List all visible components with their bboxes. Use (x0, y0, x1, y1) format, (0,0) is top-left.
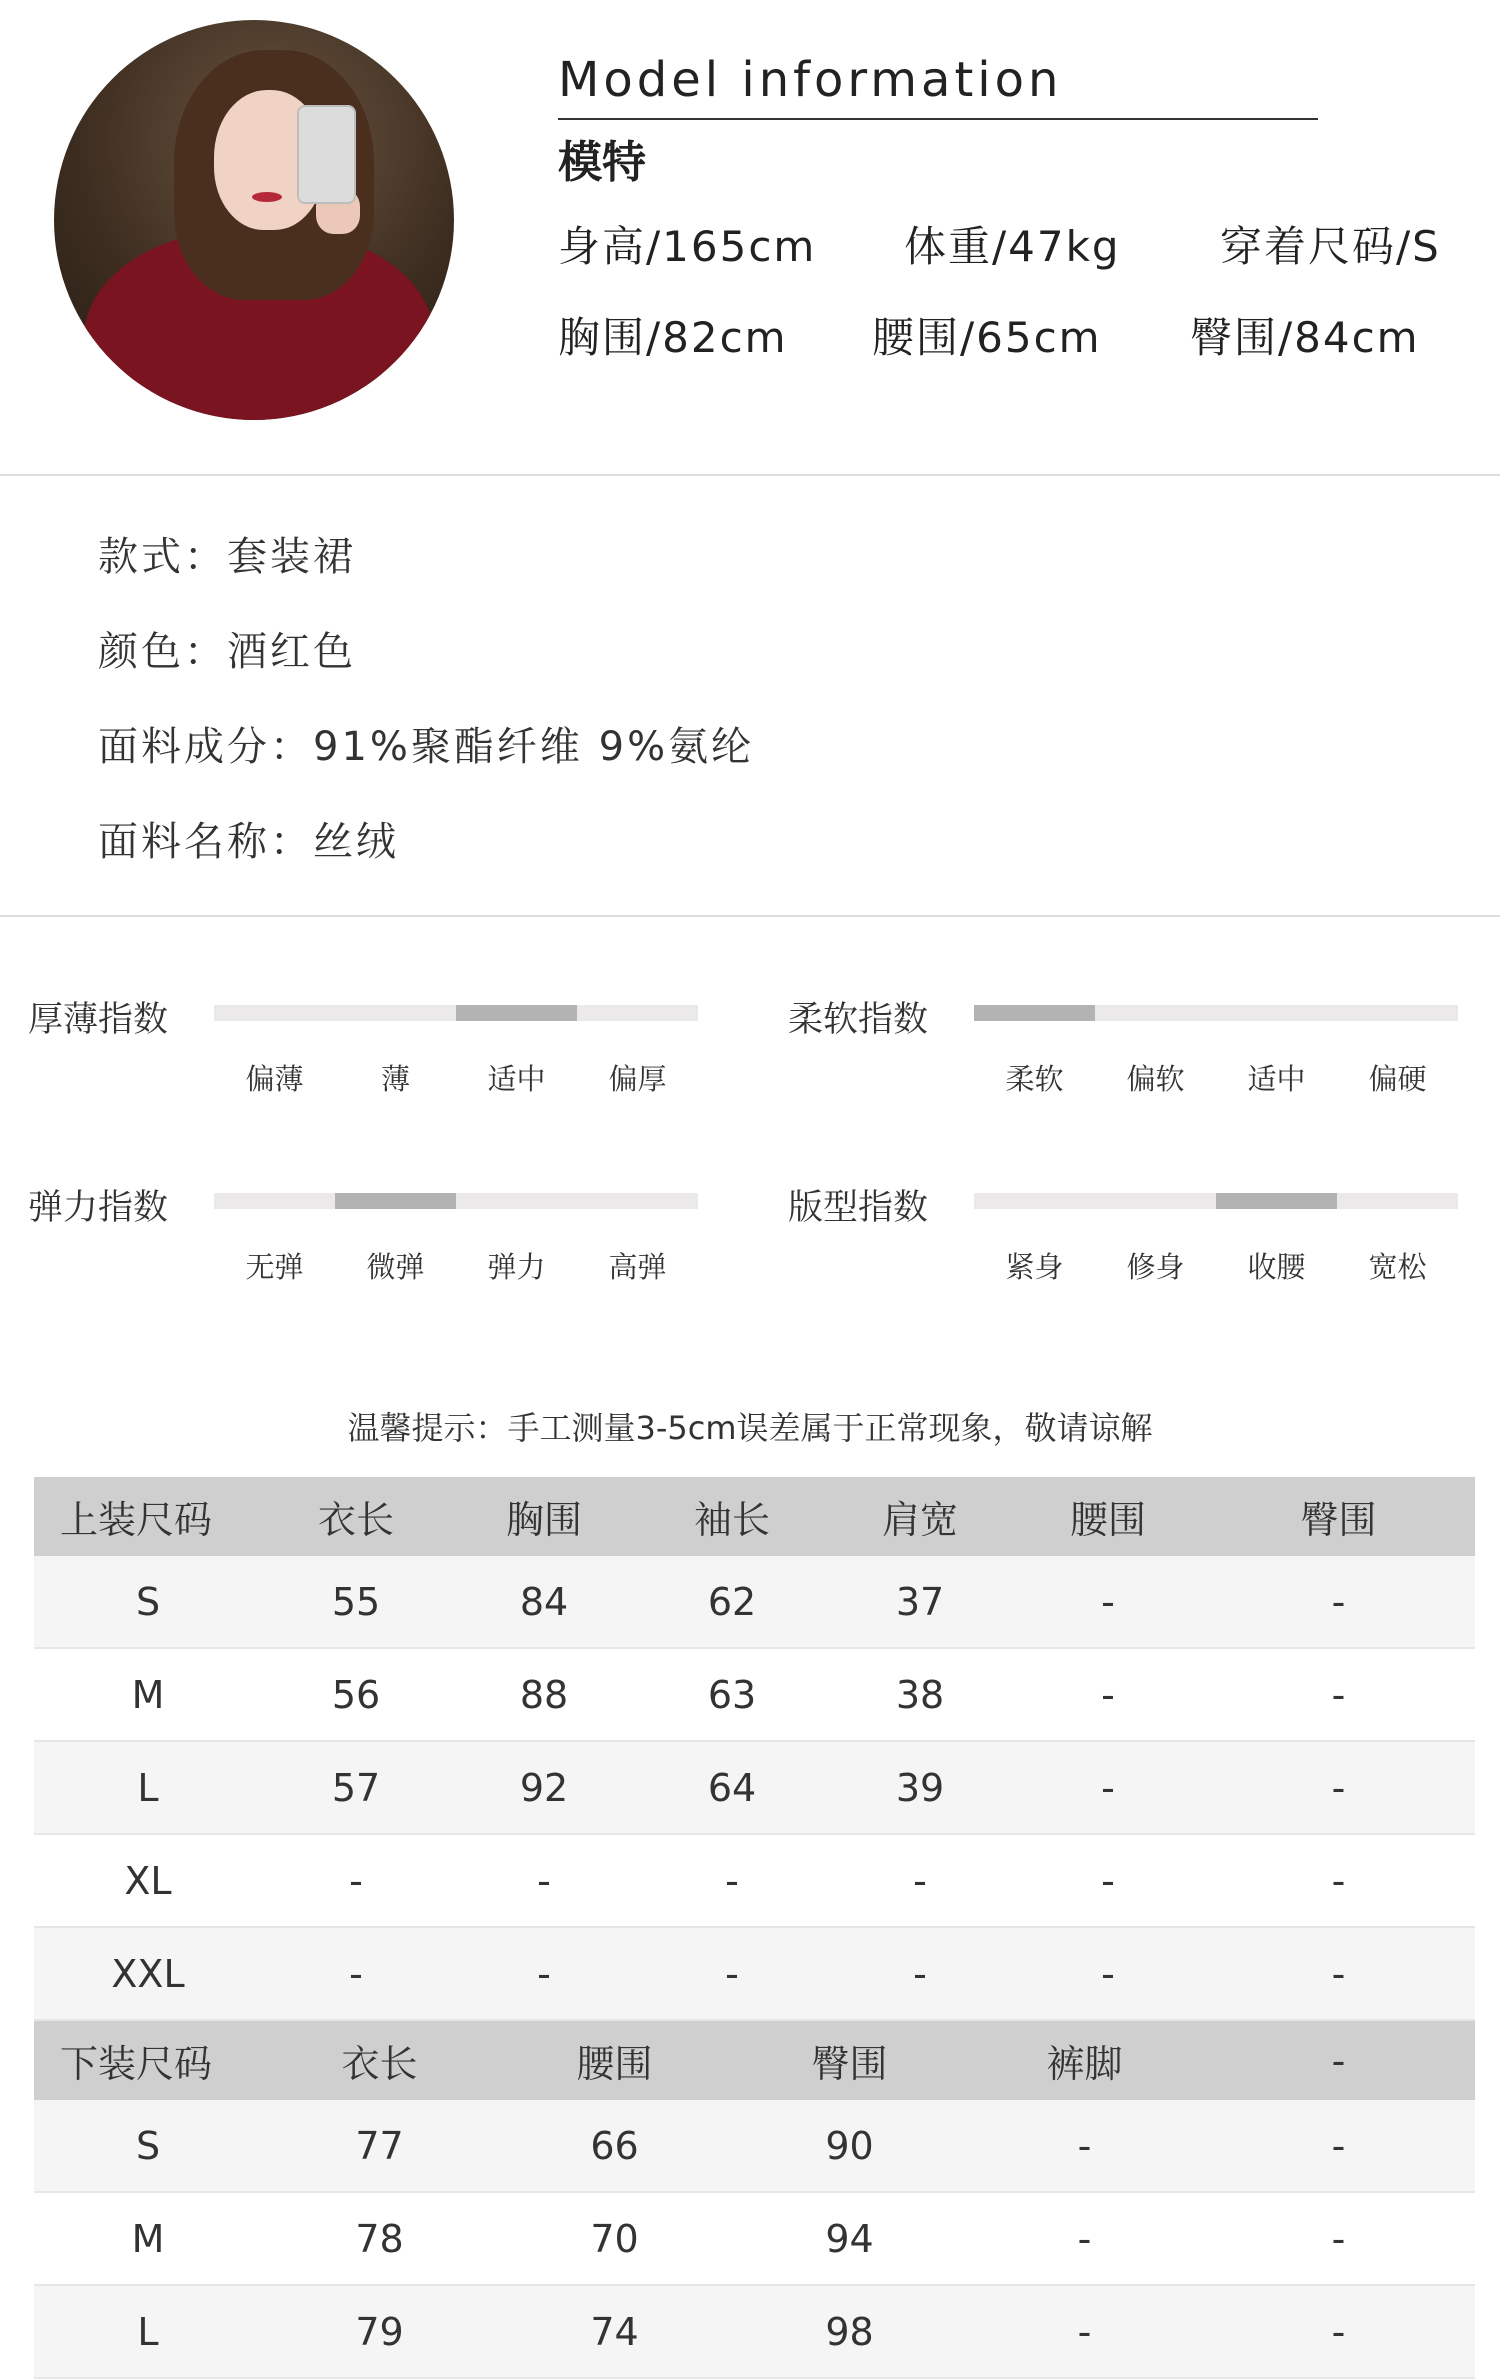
model-weight: 体重/47kg (904, 222, 1121, 271)
product-style: 款式：套装裙 (98, 534, 356, 580)
table-cell: M (131, 1672, 165, 1717)
table-cell: 88 (519, 1672, 569, 1717)
thickness-index-option: 适中 (487, 1062, 546, 1096)
table-cell: - (1077, 2309, 1092, 2354)
table-cell: - (1331, 1858, 1346, 1903)
table-cell: - (1331, 2123, 1346, 2168)
table-cell: - (913, 1858, 927, 1903)
product-color: 颜色：酒红色 (98, 629, 356, 675)
table-cell: 66 (590, 2123, 639, 2168)
model-photo-lips (252, 192, 282, 202)
softness-index-option: 柔软 (1005, 1062, 1064, 1096)
thickness-index-option: 薄 (380, 1062, 410, 1096)
softness-index-marker (974, 1005, 1095, 1021)
table-cell: - (1077, 2216, 1092, 2261)
table-cell: - (1101, 1579, 1115, 1624)
table-cell: - (725, 1951, 739, 1996)
table-cell: S (135, 2123, 161, 2168)
fit-index-option: 修身 (1126, 1250, 1185, 1284)
table-cell: - (537, 1858, 551, 1903)
table-header-cell: 臀围 (811, 2042, 888, 2086)
elasticity-index-option: 高弹 (608, 1250, 667, 1284)
top-size-header-row (34, 1477, 1475, 1556)
table-cell: 90 (825, 2123, 874, 2168)
table-cell: 79 (355, 2309, 404, 2354)
thickness-index-option: 偏厚 (608, 1062, 667, 1096)
table-cell: 56 (331, 1672, 381, 1717)
table-header-cell: 裤脚 (1046, 2042, 1123, 2086)
table-cell: 62 (707, 1579, 757, 1624)
elasticity-index-option: 弹力 (487, 1250, 546, 1284)
divider (0, 474, 1500, 476)
table-cell: L (137, 1765, 159, 1810)
table-cell: 64 (707, 1765, 757, 1810)
fit-index-marker (1216, 1193, 1337, 1209)
model-photo (54, 20, 454, 420)
table-header-cell: 衣长 (341, 2042, 418, 2086)
table-row (34, 1835, 1475, 1928)
table-header-cell: 肩宽 (881, 1498, 958, 1542)
divider (0, 915, 1500, 917)
model-hip: 臀围/84cm (1190, 313, 1420, 362)
table-cell: 98 (825, 2309, 874, 2354)
table-cell: 94 (825, 2216, 874, 2261)
table-cell: XXL (111, 1951, 185, 1996)
elasticity-index-marker (335, 1193, 456, 1209)
table-header-cell: - (1331, 2038, 1346, 2083)
table-cell: S (135, 1579, 161, 1624)
elasticity-index-label: 弹力指数 (28, 1188, 169, 1228)
table-cell: 39 (895, 1765, 945, 1810)
table-cell: 92 (519, 1765, 569, 1810)
table-cell: - (1077, 2123, 1092, 2168)
table-row (34, 2286, 1475, 2379)
thickness-index-option: 偏薄 (245, 1062, 304, 1096)
model-height: 身高/165cm (558, 222, 817, 271)
elasticity-index-track (214, 1193, 698, 1209)
model-info-underline (558, 118, 1318, 120)
table-cell: - (1331, 1672, 1346, 1717)
table-header-cell: 腰围 (576, 2042, 653, 2086)
fit-index-option: 收腰 (1247, 1250, 1306, 1284)
fit-index-option: 宽松 (1368, 1250, 1427, 1284)
model-size: 穿着尺码/S (1220, 222, 1441, 271)
table-cell: - (349, 1951, 363, 1996)
table-cell: - (913, 1951, 927, 1996)
table-cell: - (1101, 1951, 1115, 1996)
table-header-cell: 衣长 (317, 1498, 394, 1542)
table-header-cell: 下装尺码 (60, 2042, 213, 2086)
table-cell: - (1101, 1765, 1115, 1810)
table-cell: 78 (355, 2216, 404, 2261)
table-header-cell: 腰围 (1069, 1498, 1146, 1542)
table-cell: - (537, 1951, 551, 1996)
product-fabric-name: 面料名称：丝绒 (98, 819, 399, 865)
bottom-size-header-row (34, 2021, 1475, 2100)
measurement-notice: 温馨提示：手工测量3-5cm误差属于正常现象，敬请谅解 (347, 1409, 1153, 1447)
table-cell: 57 (331, 1765, 381, 1810)
table-cell: - (1101, 1858, 1115, 1903)
table-header-cell: 袖长 (693, 1498, 770, 1542)
softness-index-option: 偏硬 (1368, 1062, 1427, 1096)
thickness-index-track (214, 1005, 698, 1021)
table-row (34, 1556, 1475, 1649)
table-cell: 70 (590, 2216, 639, 2261)
model-info-title: Model information (558, 52, 1063, 108)
model-info-subtitle: 模特 (558, 137, 646, 188)
elasticity-index-option: 微弹 (366, 1250, 425, 1284)
product-composition: 面料成分：91%聚酯纤维 9%氨纶 (98, 724, 755, 770)
thickness-index-label: 厚薄指数 (28, 1000, 169, 1040)
table-cell: M (131, 2216, 165, 2261)
thickness-index-marker (456, 1005, 577, 1021)
softness-index-option: 适中 (1247, 1062, 1306, 1096)
table-cell: 84 (519, 1579, 569, 1624)
table-header-cell: 臀围 (1300, 1498, 1377, 1542)
elasticity-index-option: 无弹 (245, 1250, 304, 1284)
table-cell: - (1101, 1672, 1115, 1717)
table-row (34, 2100, 1475, 2193)
table-cell: XL (124, 1858, 172, 1903)
table-cell: 77 (355, 2123, 404, 2168)
table-cell: - (725, 1858, 739, 1903)
softness-index-track (974, 1005, 1458, 1021)
softness-index-label: 柔软指数 (788, 1000, 929, 1040)
table-cell: 74 (590, 2309, 639, 2354)
table-cell: - (1331, 1579, 1346, 1624)
table-row (34, 2193, 1475, 2286)
fit-index-track (974, 1193, 1458, 1209)
table-cell: 55 (331, 1579, 381, 1624)
table-header-cell: 胸围 (505, 1498, 582, 1542)
table-cell: 63 (707, 1672, 757, 1717)
fit-index-label: 版型指数 (788, 1188, 929, 1228)
table-cell: - (1331, 1765, 1346, 1810)
table-cell: - (349, 1858, 363, 1903)
softness-index-option: 偏软 (1126, 1062, 1185, 1096)
table-cell: - (1331, 2216, 1346, 2261)
model-photo-phone (297, 105, 356, 204)
table-row (34, 1649, 1475, 1742)
table-row (34, 1742, 1475, 1835)
table-cell: - (1331, 1951, 1346, 1996)
table-row (34, 1928, 1475, 2021)
model-bust: 胸围/82cm (558, 313, 788, 362)
fit-index-option: 紧身 (1005, 1250, 1064, 1284)
model-waist: 腰围/65cm (872, 313, 1102, 362)
table-cell: 37 (895, 1579, 945, 1624)
table-header-cell: 上装尺码 (60, 1498, 213, 1542)
table-cell: 38 (895, 1672, 945, 1717)
table-cell: - (1331, 2309, 1346, 2354)
table-cell: L (137, 2309, 159, 2354)
